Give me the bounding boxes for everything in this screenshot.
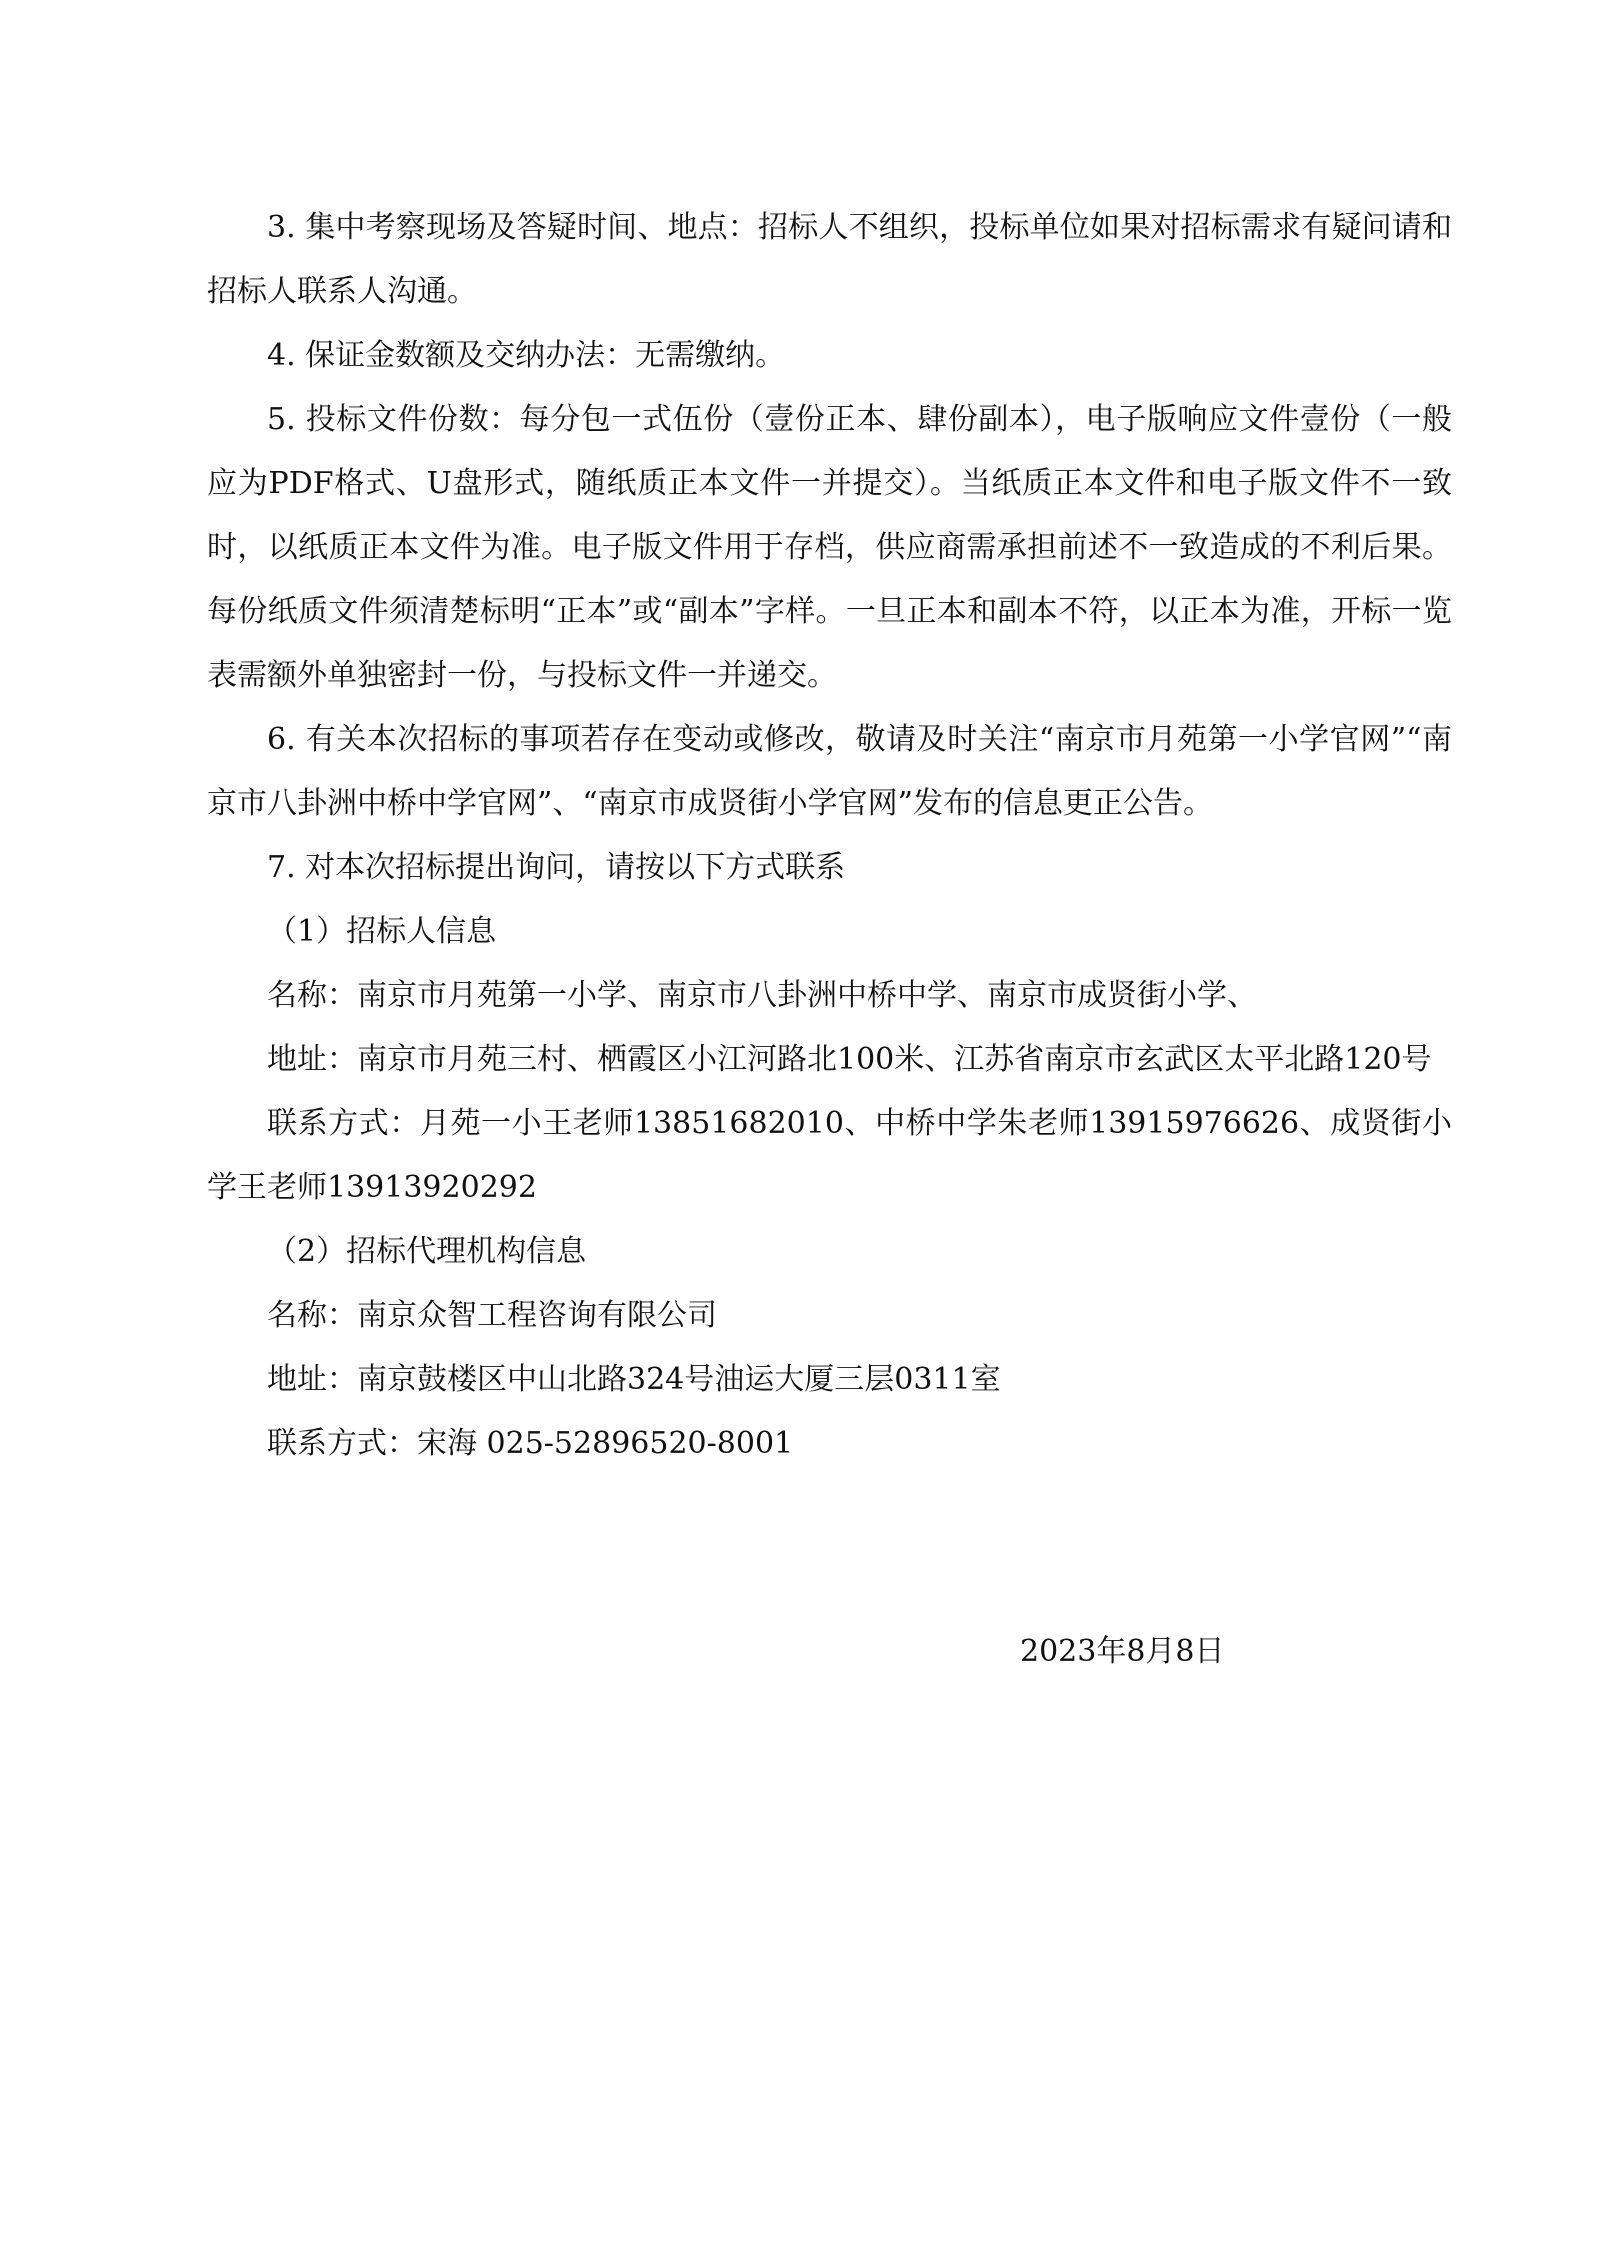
document-body bbox=[207, 196, 1452, 1476]
tenderer-contact: 联系方式：月苑一小王老师13851682010、中桥中学朱老师13915976626、成贤街小学王老师13913920292 bbox=[207, 1106, 1452, 1205]
item-4-paragraph: 4. 保证金数额及交纳办法：无需缴纳。 bbox=[267, 338, 786, 373]
tenderer-address: 地址：南京市月苑三村、栖霞区小江河路北100米、江苏省南京市玄武区太平北路120号 bbox=[267, 1042, 1432, 1077]
tenderer-name: 名称：南京市月苑第一小学、南京市八卦洲中桥中学、南京市成贤街小学、 bbox=[267, 978, 1257, 1013]
item-6-paragraph: 6. 有关本次招标的事项若存在变动或修改，敬请及时关注“南京市月苑第一小学官网”“南京市八卦洲中桥中学官网”、“南京市成贤街小学官网”发布的信息更正公告。 bbox=[207, 722, 1452, 821]
item-3-paragraph: 3. 集中考察现场及答疑时间、地点：招标人不组织，投标单位如果对招标需求有疑问请和招标人联系人沟通。 bbox=[207, 210, 1452, 309]
item-5-paragraph: 5. 投标文件份数：每分包一式伍份（壹份正本、肆份副本），电子版响应文件壹份（一般应为PDF格式、U盘形式，随纸质正本文件一并提交）。当纸质正本文件和电子版文件不一致时，以纸质正本文件为准。电子版文件用于存档，供应商需承担前述不一致造成的不利后果。每份纸质文件须清楚标明“正本”或“副本”字样。一旦正本和副本不符，以正本为准，开标一览表需额外单独密封一份，与投标文件一并递交。 bbox=[207, 402, 1452, 693]
agency-name: 名称：南京众智工程咨询有限公司 bbox=[267, 1298, 717, 1333]
item-7-paragraph: 7. 对本次招标提出询问，请按以下方式联系 bbox=[267, 850, 846, 885]
agency-contact: 联系方式：宋海 025-52896520-8001 bbox=[267, 1426, 794, 1461]
document-date: 2023年8月8日 bbox=[1020, 1634, 1225, 1669]
agency-heading: （2）招标代理机构信息 bbox=[267, 1234, 587, 1269]
tenderer-heading: （1）招标人信息 bbox=[267, 914, 497, 949]
agency-address: 地址：南京鼓楼区中山北路324号油运大厦三层0311室 bbox=[267, 1362, 1001, 1397]
